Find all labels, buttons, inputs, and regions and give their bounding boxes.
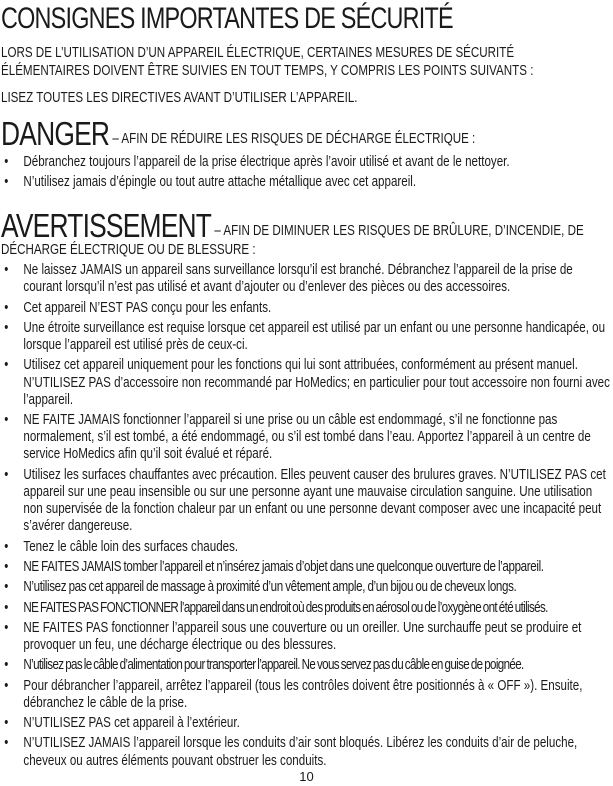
warning-list xyxy=(1,262,611,773)
read-all-instructions: LISEZ TOUTES LES DIRECTIVES AVANT D’UTILISER L’APPAREIL. xyxy=(1,90,358,106)
bullet-icon: • xyxy=(4,466,9,483)
warning-heading xyxy=(1,207,609,259)
danger-label: DANGER xyxy=(1,115,110,152)
list-item: • Une étroite surveillance est requise lorsque cet appareil est utilisé par un enfant ou une personne handicapée, ou lorsque l’appareil est utilisé près de ceux-ci. xyxy=(4,319,606,353)
bullet-icon: • xyxy=(4,262,9,278)
list-item: • Utilisez les surfaces chauffantes avec précaution. Elles peuvent causer des brulures graves. N’UTILISEZ PAS cet appareil sur une peau insensible ou sur une personne ayant une mauvaise circulation sanguine. Une utilisation non supervisée de la fonction chaleur par un enfant ou une personne devant composer avec une incapacité peut s’avérer dangereuse. xyxy=(4,466,606,535)
danger-list xyxy=(1,154,611,195)
danger-subtitle: – AFIN DE RÉDUIRE LES RISQUES DE DÉCHARGE ÉLECTRIQUE : xyxy=(109,131,476,147)
page-number: 10 xyxy=(299,769,314,784)
list-item: • Utilisez cet appareil uniquement pour les fonctions qui lui sont attribuées, conformément au présent manuel. N’UTILISEZ PAS d’accessoire non recommandé par HoMedics; en particulier pour tout accessoire non fourni avec l’appareil. xyxy=(4,357,610,408)
list-item: • NE FAITES PAS fonctionner l’appareil sous une couverture ou un oreiller. Une surchauffe peut se produire et provoquer un feu, une décharge électrique ou des blessures. xyxy=(4,619,582,653)
bullet-icon: • xyxy=(4,538,9,555)
bullet-icon: • xyxy=(4,299,9,316)
bullet-icon: • xyxy=(4,619,9,636)
list-item: • N’utilisez jamais d’épingle ou tout autre attache métallique avec cet appareil. xyxy=(4,174,417,191)
bullet-icon: • xyxy=(4,599,8,616)
list-item: • Débranchez toujours l’appareil de la prise électrique après l’avoir utilisé et avant de le nettoyer. xyxy=(4,154,510,170)
list-item: • Tenez le câble loin des surfaces chaudes. xyxy=(4,538,239,555)
bullet-icon: • xyxy=(4,319,9,336)
list-item: • NE FAITES PAS FONCTIONNER l’appareil dans un endroit où des produits en aérosol ou de l’oxygène ont été utilisés. xyxy=(4,599,548,616)
warning-subtitle: – AFIN DE DIMINUER LES RISQUES DE BRÛLURE, D’INCENDIE, DE DÉCHARGE ÉLECTRIQUE OU DE BLESSURE : xyxy=(1,223,584,258)
list-item: • N’UTILISEZ JAMAIS l’appareil lorsque les conduits d’air sont bloqués. Libérez les conduits d’air de peluche, cheveux ou autres éléments pouvant obstruer les conduits. xyxy=(4,735,578,769)
bullet-icon: • xyxy=(4,677,9,694)
bullet-icon: • xyxy=(4,735,9,752)
bullet-icon: • xyxy=(4,412,9,428)
list-item: • N’UTILISEZ PAS cet appareil à l’extérieur. xyxy=(4,715,240,732)
intro-paragraph: LORS DE L’UTILISATION D’UN APPAREIL ÉLECTRIQUE, CERTAINES MESURES DE SÉCURITÉ ÉLÉMENTAIRES DOIVENT ÊTRE SUIVIES EN TOUT TEMPS, Y COMPRIS LES POINTS SUIVANTS : xyxy=(1,45,534,79)
bullet-icon: • xyxy=(4,579,8,596)
bullet-icon: • xyxy=(4,154,9,170)
list-item: • NE FAITES JAMAIS tomber l’appareil et n’insérez jamais d’objet dans une quelconque ouverture de l’appareil. xyxy=(4,558,544,575)
list-item: • Ne laissez JAMAIS un appareil sans surveillance lorsqu’il est branché. Débranchez l’appareil de la prise de courant lorsqu’il n’est pas utilisé et avant d’ajouter ou d’enlever des pièces ou des accessoires. xyxy=(4,262,573,296)
danger-heading xyxy=(1,115,609,152)
page-title: CONSIGNES IMPORTANTES DE SÉCURITÉ xyxy=(1,2,453,35)
bullet-icon: • xyxy=(4,715,9,732)
list-item: • N’utilisez pas cet appareil de massage à proximité d’un vêtement ample, d’un bijou ou de cheveux longs. xyxy=(4,579,517,596)
warning-label: AVERTISSEMENT xyxy=(1,207,212,244)
bullet-icon: • xyxy=(4,558,8,575)
list-item: • N’utilisez pas le câble d’alimentation pour transporter l’appareil. Ne vous servez pas du câble en guise de poignée. xyxy=(4,657,524,674)
bullet-icon: • xyxy=(4,657,8,674)
list-item: • Pour débrancher l’appareil, arrêtez l’appareil (tous les contrôles doivent être positionnés à « OFF »). Ensuite, débranchez le câble de la prise. xyxy=(4,677,583,711)
list-item: • NE FAITE JAMAIS fonctionner l’appareil si une prise ou un câble est endommagé, s’il ne fonctionne pas normalement, s’il est tombé, a été endommagé, ou s’il est tombé dans l’eau. Apportez l’appareil à un centre de service HoMedics afin qu’il soit évalué et réparé. xyxy=(4,412,591,463)
list-item: • Cet appareil N’EST PAS conçu pour les enfants. xyxy=(4,299,272,316)
bullet-icon: • xyxy=(4,174,9,191)
bullet-icon: • xyxy=(4,357,9,374)
